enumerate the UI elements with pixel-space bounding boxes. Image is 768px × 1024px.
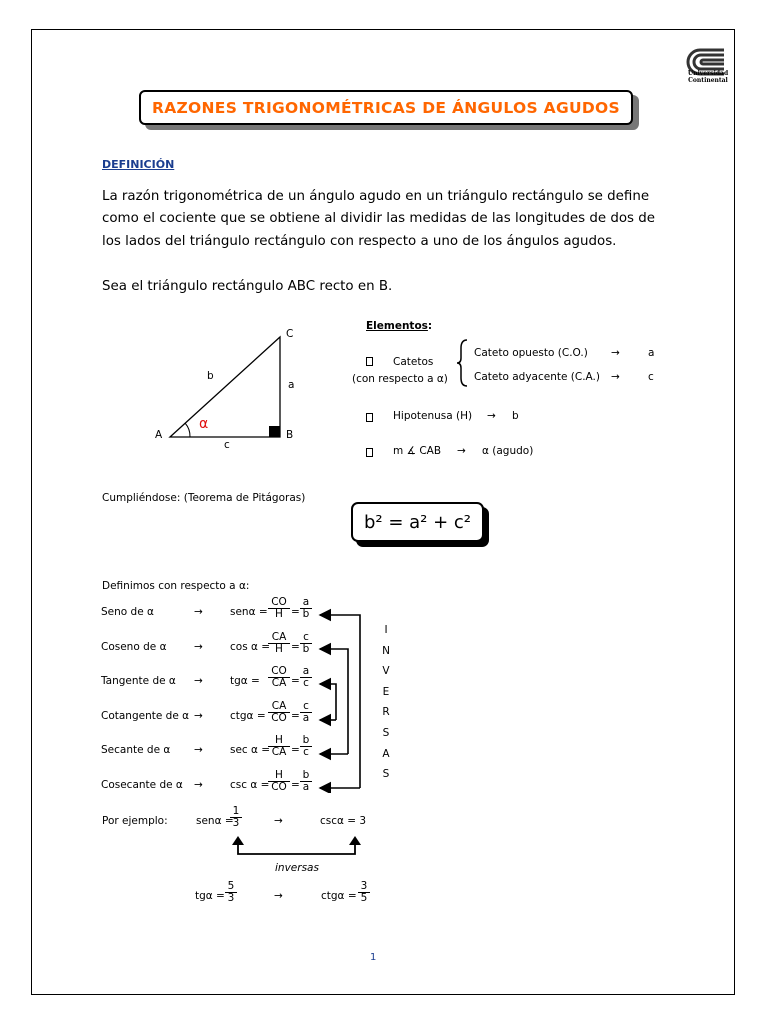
ratio-function: senα = <box>230 606 268 618</box>
arrow-icon: → <box>487 410 496 422</box>
inversas-letter: E <box>382 685 390 698</box>
ratio-fraction <box>268 701 290 724</box>
example-tg-fraction <box>225 881 237 904</box>
example-tg-fn: tgα = <box>195 890 225 902</box>
vertex-a: A <box>155 429 163 441</box>
ratio-function: tgα = <box>230 675 260 687</box>
example-ctg-fn: ctgα = <box>321 890 357 902</box>
cateto-adyacente-value: c <box>648 371 654 383</box>
angulo-value: α (agudo) <box>482 445 534 457</box>
ratio-fraction <box>268 735 290 758</box>
ratio-fraction <box>268 597 290 620</box>
inverse-arrows <box>305 608 365 793</box>
example-sen-fraction <box>230 806 242 829</box>
fraction-numerator: b <box>300 770 312 782</box>
arrow-icon: → <box>274 890 283 902</box>
ratios-intro: Definimos con respecto a α: <box>102 580 250 592</box>
fraction-denominator: CO <box>271 712 287 724</box>
fraction-numerator: 3 <box>358 881 370 893</box>
page-number: 1 <box>370 952 377 963</box>
inversas-letter: N <box>382 644 390 657</box>
inversas-letter: I <box>384 624 388 636</box>
cateto-opuesto: Cateto opuesto (C.O.) <box>474 347 588 359</box>
hipotenusa-label: Hipotenusa (H) <box>393 410 473 422</box>
equals-sign: = <box>291 779 300 791</box>
ratio-function: ctgα = <box>230 710 266 722</box>
elements-heading-text: Elementos <box>366 320 428 332</box>
fraction-numerator: a <box>300 597 312 609</box>
definition-heading: DEFINICIÓN <box>102 158 175 171</box>
arrow-icon: → <box>194 779 203 791</box>
ratio-fraction <box>268 770 290 793</box>
fraction-numerator: c <box>300 632 312 644</box>
fraction-denominator: b <box>302 608 310 620</box>
arrow-icon: → <box>611 371 620 383</box>
fraction-numerator: CO <box>268 597 290 609</box>
cateto-opuesto-value: a <box>648 347 655 359</box>
ratio-function: csc α = <box>230 779 270 791</box>
example-ctg-fraction <box>358 881 370 904</box>
ratio-name: Secante de α <box>101 744 171 756</box>
fraction-numerator: H <box>268 770 290 782</box>
bullet-icon <box>366 448 373 457</box>
definition-line-1: La razón trigonométrica de un ángulo agudo en un triángulo rectángulo se define <box>102 189 650 204</box>
fraction-denominator: 3 <box>227 892 235 904</box>
equals-sign: = <box>291 744 300 756</box>
fraction-numerator: CA <box>268 701 290 713</box>
ratio-name: Coseno de α <box>101 641 167 653</box>
fraction-denominator: H <box>275 608 283 620</box>
fraction-numerator: c <box>300 701 312 713</box>
angulo-label: m ∡ CAB <box>393 445 442 457</box>
ratio-fraction <box>268 666 290 689</box>
example-sen-fn: senα = <box>196 815 234 827</box>
inversas-letter: R <box>382 706 390 719</box>
definition-line-3: los lados del triángulo rectángulo con respecto a uno de los ángulos agudos. <box>102 234 617 249</box>
arrow-icon: → <box>194 710 203 722</box>
fraction-denominator: CA <box>271 746 287 758</box>
angle-alpha: α <box>199 416 209 432</box>
cateto-adyacente: Cateto adyacente (C.A.) <box>474 371 600 383</box>
equals-sign: = <box>291 675 300 687</box>
arrow-icon: → <box>274 815 283 827</box>
equals-sign: = <box>291 710 300 722</box>
inversas-letter: S <box>382 726 390 739</box>
ratio-function: cos α = <box>230 641 271 653</box>
bullet-icon <box>366 413 373 422</box>
fraction-denominator: c <box>303 677 309 689</box>
fraction-denominator: 5 <box>360 892 368 904</box>
arrow-icon: → <box>194 606 203 618</box>
inversas-letter: A <box>382 747 390 760</box>
ratio-function: sec α = <box>230 744 271 756</box>
inversas-bracket <box>230 836 365 858</box>
arrow-icon: → <box>194 744 203 756</box>
arrow-icon: → <box>611 347 620 359</box>
equals-sign: = <box>291 606 300 618</box>
inversas-label: inversas <box>275 862 319 874</box>
side-b: b <box>207 370 214 382</box>
pythagoras-formula: b² = a² + c² <box>351 502 484 542</box>
example-label: Por ejemplo: <box>102 815 168 827</box>
ratio-name: Seno de α <box>101 606 154 618</box>
fraction-numerator: b <box>300 735 312 747</box>
inversas-letter: V <box>382 665 390 678</box>
respecto-label: (con respecto a α) <box>352 373 448 385</box>
fraction-denominator: 3 <box>232 817 240 829</box>
fraction-numerator: H <box>268 735 290 747</box>
ratio-name: Cotangente de α <box>101 710 190 722</box>
page-title: RAZONES TRIGONOMÉTRICAS DE ÁNGULOS AGUDOS <box>139 90 633 125</box>
pythagoras-label: Cumpliéndose: (Teorema de Pitágoras) <box>102 492 306 504</box>
fraction-denominator: H <box>275 643 283 655</box>
inversas-vertical-label <box>381 620 391 785</box>
fraction-numerator: 5 <box>225 881 237 893</box>
fraction-numerator: a <box>300 666 312 678</box>
logo-line-2: Continental <box>688 77 728 84</box>
brace-icon <box>455 338 469 388</box>
logo-text <box>680 70 736 84</box>
equals-sign: = <box>291 641 300 653</box>
arrow-icon: → <box>457 445 466 457</box>
ratio-fraction <box>268 632 290 655</box>
fraction-denominator: b <box>302 643 310 655</box>
arrow-icon: → <box>194 641 203 653</box>
hipotenusa-value: b <box>512 410 519 422</box>
side-a: a <box>288 379 295 391</box>
arrow-icon: → <box>194 675 203 687</box>
definition-line-2: como el cociente que se obtiene al dividir las medidas de las longitudes de dos de <box>102 211 655 226</box>
fraction-numerator: CO <box>268 666 290 678</box>
fraction-denominator: a <box>302 712 310 724</box>
example-csc: cscα = 3 <box>320 815 367 827</box>
fraction-denominator: CA <box>271 677 287 689</box>
ratio-name: Tangente de α <box>101 675 176 687</box>
ratio-name: Cosecante de α <box>101 779 183 791</box>
fraction-denominator: a <box>302 781 310 793</box>
catetos-label: Catetos <box>393 356 434 368</box>
fraction-denominator: CO <box>271 781 287 793</box>
fraction-numerator: CA <box>268 632 290 644</box>
inversas-letter: S <box>382 768 390 781</box>
fraction-numerator: 1 <box>230 806 242 818</box>
definition-line-4: Sea el triángulo rectángulo ABC recto en B. <box>102 279 393 294</box>
side-c: c <box>224 439 230 451</box>
bullet-icon <box>366 357 373 366</box>
vertex-b: B <box>286 429 294 441</box>
fraction-denominator: c <box>303 746 309 758</box>
logo-line-1: Universidad <box>687 70 729 77</box>
elements-heading: Elementos: <box>366 320 433 332</box>
vertex-c: C <box>286 328 294 340</box>
